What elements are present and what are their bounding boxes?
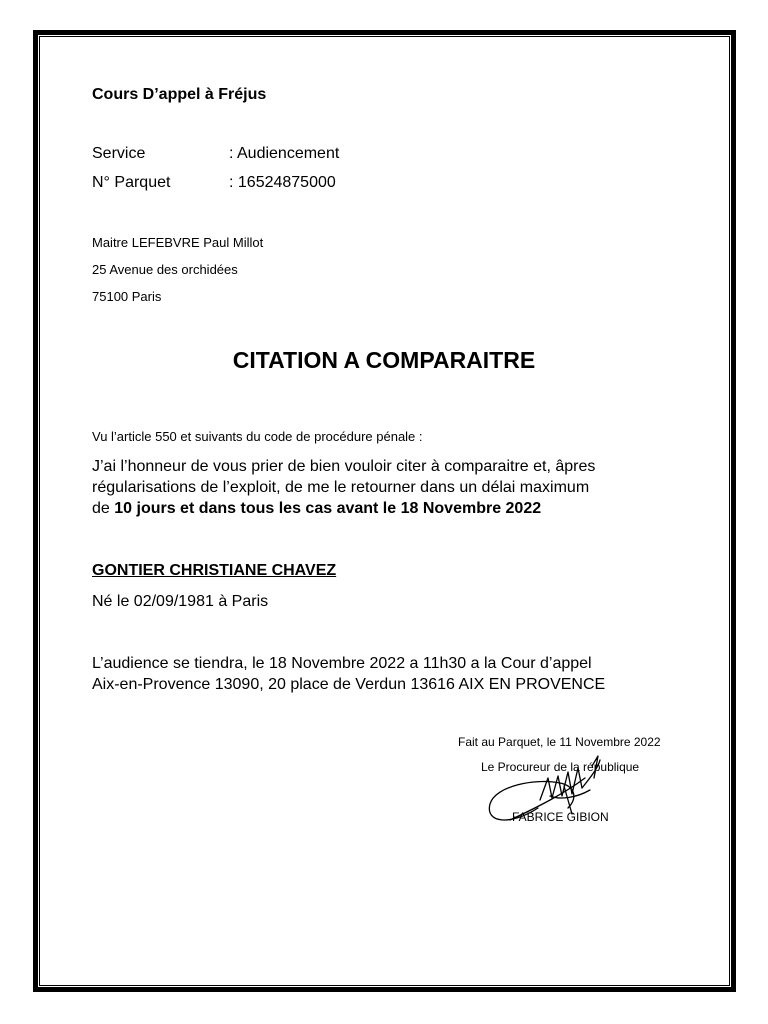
parquet-value: : 16524875000 (229, 174, 336, 191)
place-date: Fait au Parquet, le 11 Novembre 2022 (458, 735, 661, 749)
service-label: Service (92, 145, 146, 162)
hearing-paragraph (92, 653, 712, 695)
defendant-name: GONTIER CHRISTIANE CHAVEZ (92, 562, 337, 579)
recipient-street: 25 Avenue des orchidées (92, 262, 238, 277)
parquet-label: N° Parquet (92, 174, 171, 191)
document-title: CITATION A COMPARAITRE (232, 347, 536, 373)
signatory-name: FABRICE GIBION (512, 810, 609, 824)
request-paragraph (92, 456, 692, 519)
request-line-2: régularisations de l’exploit, de me le retourner dans un délai maximum (92, 479, 590, 496)
request-line-3 (92, 498, 692, 519)
deadline-text: 10 jours et dans tous les cas avant le 18 Novembre 2022 (114, 500, 542, 517)
recipient-name: Maitre LEFEBVRE Paul Millot (92, 235, 264, 250)
request-line-1: J’ai l’honneur de vous prier de bien vouloir citer à comparaitre et, âpres (92, 458, 596, 475)
handwritten-signature (480, 738, 640, 838)
hearing-line-1: L’audience se tiendra, le 18 Novembre 2022 a 11h30 a la Cour d’appel (92, 655, 592, 672)
legal-reference: Vu l’article 550 et suivants du code de procédure pénale : (92, 429, 423, 444)
recipient-city: 75100 Paris (92, 289, 162, 304)
hearing-line-2: Aix-en-Provence 13090, 20 place de Verdun 13616 AIX EN PROVENCE (92, 676, 606, 693)
signatory-role: Le Procureur de la république (481, 760, 640, 774)
court-heading: Cours D’appel à Fréjus (92, 86, 267, 103)
service-value: : Audiencement (229, 145, 340, 162)
defendant-birth: Né le 02/09/1981 à Paris (92, 593, 269, 610)
request-line-3-prefix: de (92, 500, 115, 517)
